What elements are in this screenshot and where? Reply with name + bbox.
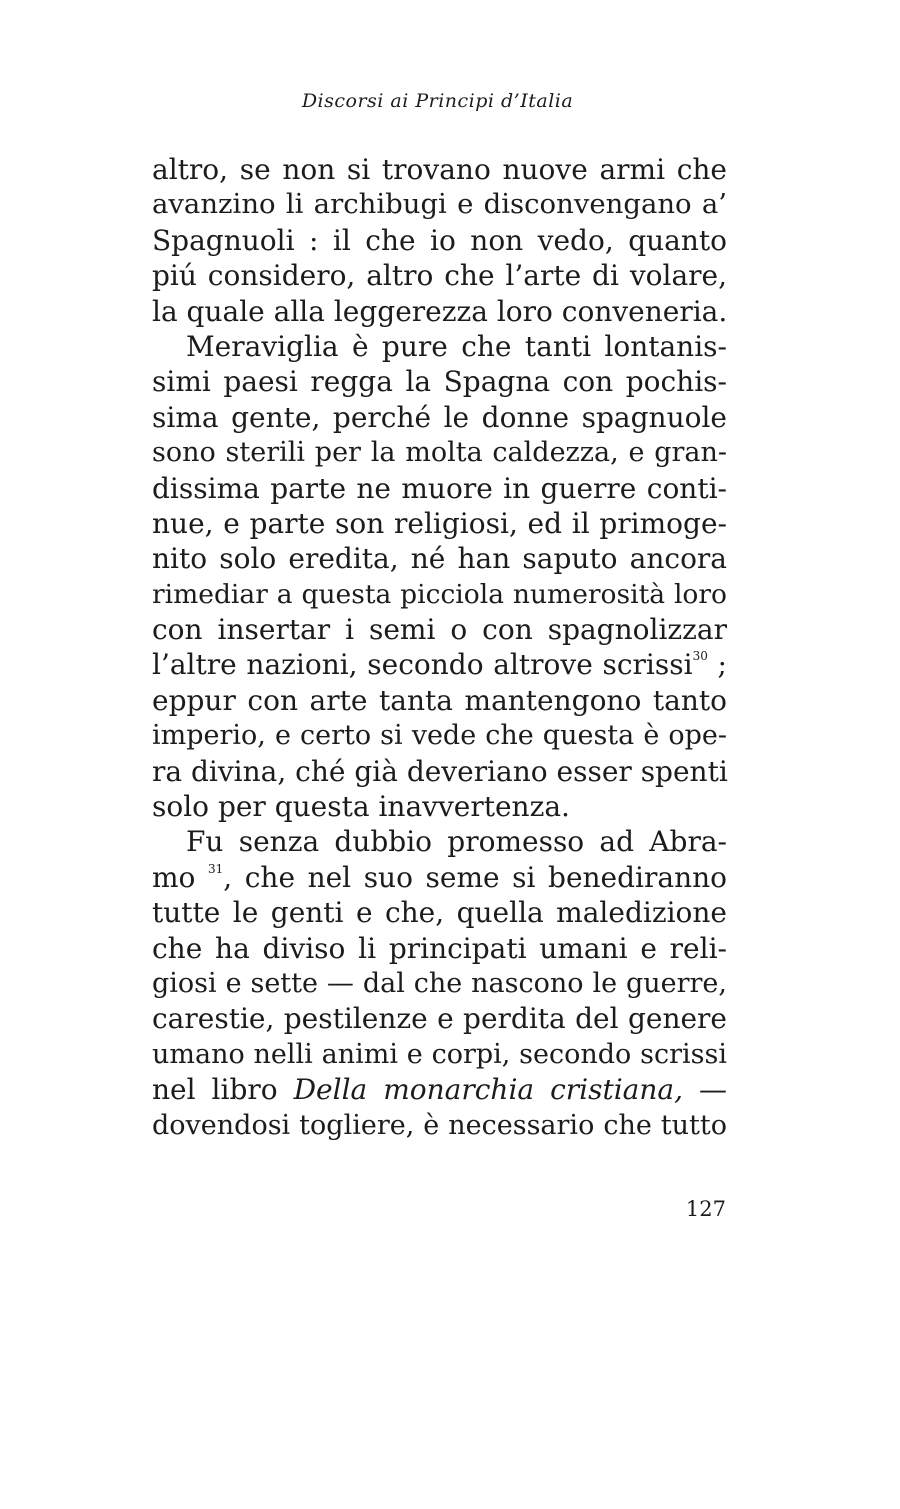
text-line: eppur con arte tanta mantengono tanto bbox=[152, 683, 727, 717]
text-line: che ha diviso li principati umani e reli- bbox=[152, 931, 727, 965]
text-line bbox=[152, 1072, 727, 1107]
text-line: nito solo eredita, né han saputo ancora bbox=[152, 542, 727, 576]
body-text bbox=[152, 152, 727, 1143]
text-line: dovendosi togliere, è necessario che tutto bbox=[152, 1109, 727, 1141]
text-line: imperio, e certo si vede che questa è ope- bbox=[152, 720, 727, 752]
footnote-marker: 30 bbox=[692, 649, 708, 664]
footnote-marker: 31 bbox=[207, 861, 224, 876]
text-line: dissima parte ne muore in guerre conti- bbox=[152, 471, 727, 505]
text-line: Fu senza dubbio promesso ad Abra- bbox=[186, 825, 727, 859]
text-line: sono sterili per la molta caldezza, e gran- bbox=[152, 437, 727, 469]
text-line: rimediar a questa picciola numerosità loro bbox=[152, 578, 727, 610]
text-line: sima gente, perché le donne spagnuole bbox=[152, 400, 727, 434]
text-line: ra divina, ché già deveriano esser spenti bbox=[152, 754, 728, 788]
text-line: nue, e parte son religiosi, ed il primoge- bbox=[152, 506, 727, 540]
text-line: Spagnuoli : il che io non vedo, quanto bbox=[152, 223, 727, 257]
line-text: , che nel suo seme si benediranno bbox=[223, 860, 727, 894]
text-line: Meraviglia è pure che tanti lontanis- bbox=[186, 329, 727, 363]
text-line: la quale alla leggerezza loro conveneria. bbox=[152, 294, 728, 328]
text-line: avanzino li archibugi e disconvengano a’ bbox=[152, 188, 727, 221]
line-text: nel libro bbox=[152, 1073, 294, 1107]
text-line bbox=[152, 647, 727, 682]
text-line: carestie, pestilenze e perdita del genere bbox=[152, 1002, 727, 1036]
line-text: — bbox=[683, 1073, 728, 1107]
text-line: solo per questa inavvertenza. bbox=[152, 790, 570, 824]
line-text: mo bbox=[152, 860, 208, 894]
line-text: l’altre nazioni, secondo altrove scrissi bbox=[152, 648, 693, 682]
page-number: 127 bbox=[685, 1197, 726, 1221]
text-line: simi paesi regga la Spagna con pochis- bbox=[152, 365, 727, 399]
text-line: con insertar i semi o con spagnolizzar bbox=[152, 613, 727, 647]
text-line: umano nelli animi e corpi, secondo scrissi bbox=[152, 1038, 727, 1070]
book-title: Della monarchia cristiana, bbox=[293, 1073, 684, 1107]
text-line: altro, se non si trovano nuove armi che bbox=[152, 153, 727, 186]
running-head: Discorsi ai Principi d’Italia bbox=[301, 90, 574, 112]
line-text: ; bbox=[707, 648, 727, 682]
text-line bbox=[152, 860, 727, 895]
text-line: piú considero, altro che l’arte di volare, bbox=[152, 259, 727, 293]
text-line: tutte le genti e che, quella maledizione bbox=[152, 896, 727, 930]
text-line: giosi e sette — dal che nascono le guerre, bbox=[152, 967, 727, 999]
